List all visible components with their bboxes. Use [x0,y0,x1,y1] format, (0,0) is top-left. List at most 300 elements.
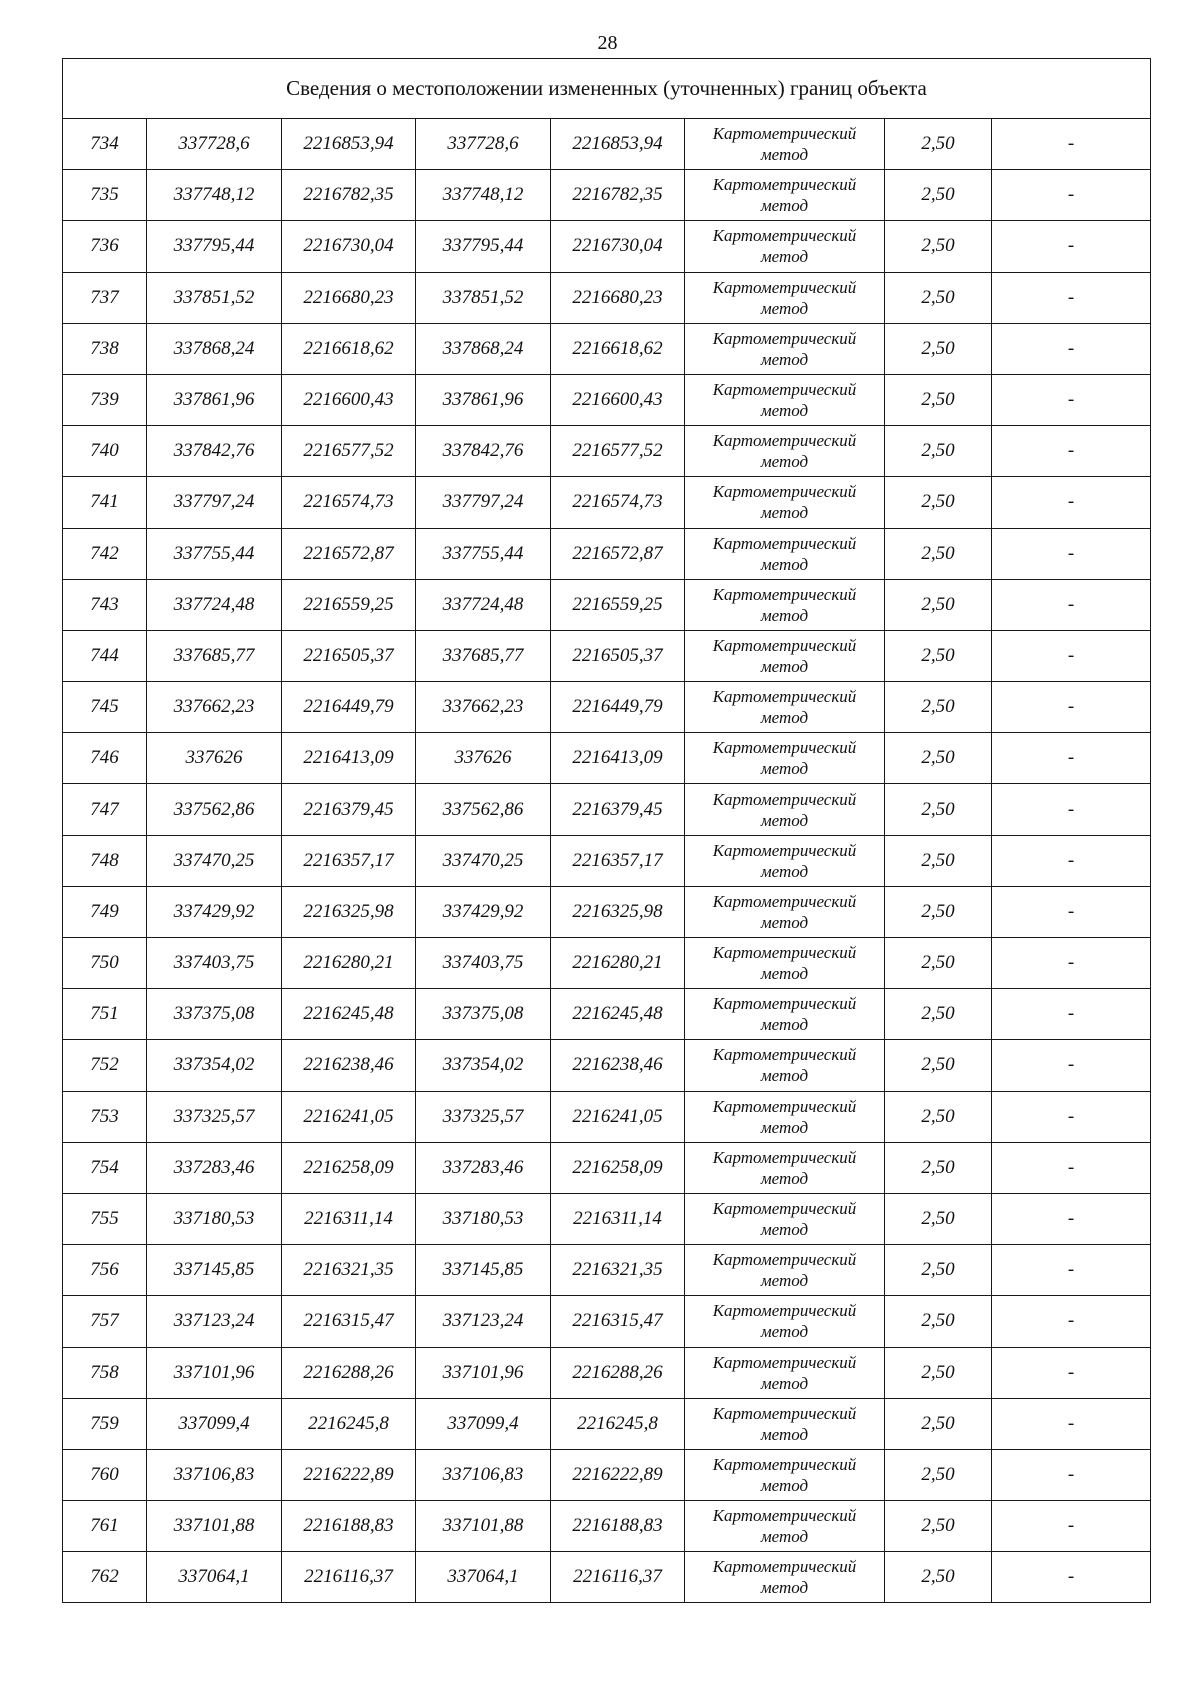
accuracy-cell: 2,50 [885,221,992,272]
method-line1: Картометрический [712,584,857,604]
point-number-cell: 760 [63,1449,147,1500]
accuracy-cell: 2,50 [885,1142,992,1193]
existing-y-cell: 2216241,05 [282,1091,416,1142]
refined-y-cell: 2216325,98 [551,886,685,937]
accuracy-cell: 2,50 [885,477,992,528]
refined-y-cell: 2216258,09 [551,1142,685,1193]
method-cell [685,1552,885,1603]
existing-y-cell: 2216311,14 [282,1193,416,1244]
method-line2: метод [760,861,809,881]
method-line1: Картометрический [712,1403,857,1423]
method-line1: Картометрический [712,840,857,860]
table-row [63,272,1151,323]
method-line1: Картометрический [712,994,857,1014]
refined-x-cell: 337145,85 [416,1245,551,1296]
table-row [63,1040,1151,1091]
accuracy-cell: 2,50 [885,1449,992,1500]
method-cell [685,835,885,886]
method-line1: Картометрический [712,1454,857,1474]
existing-x-cell: 337662,23 [147,682,282,733]
table-row [63,1347,1151,1398]
note-cell: - [992,374,1151,425]
point-number-cell: 758 [63,1347,147,1398]
accuracy-cell: 2,50 [885,733,992,784]
point-number-cell: 741 [63,477,147,528]
existing-y-cell: 2216413,09 [282,733,416,784]
method-line2: метод [760,1424,809,1444]
method-line1: Картометрический [712,277,857,297]
method-cell [685,221,885,272]
existing-y-cell: 2216618,62 [282,323,416,374]
method-line2: метод [760,247,809,267]
refined-x-cell: 337626 [416,733,551,784]
existing-y-cell: 2216245,8 [282,1398,416,1449]
refined-y-cell: 2216241,05 [551,1091,685,1142]
accuracy-cell: 2,50 [885,170,992,221]
method-line1: Картометрический [712,482,857,502]
method-line2: метод [760,1066,809,1086]
existing-x-cell: 337180,53 [147,1193,282,1244]
table-row [63,170,1151,221]
accuracy-cell: 2,50 [885,1040,992,1091]
existing-y-cell: 2216449,79 [282,682,416,733]
point-number-cell: 756 [63,1245,147,1296]
refined-x-cell: 337724,48 [416,579,551,630]
method-line1: Картометрический [712,175,857,195]
accuracy-cell: 2,50 [885,886,992,937]
existing-y-cell: 2216222,89 [282,1449,416,1500]
method-cell [685,426,885,477]
refined-x-cell: 337842,76 [416,426,551,477]
refined-x-cell: 337101,88 [416,1501,551,1552]
refined-y-cell: 2216449,79 [551,682,685,733]
method-line2: метод [760,1322,809,1342]
refined-x-cell: 337106,83 [416,1449,551,1500]
existing-x-cell: 337099,4 [147,1398,282,1449]
refined-x-cell: 337325,57 [416,1091,551,1142]
existing-x-cell: 337685,77 [147,630,282,681]
table-row [63,682,1151,733]
method-cell [685,1193,885,1244]
existing-x-cell: 337868,24 [147,323,282,374]
note-cell: - [992,528,1151,579]
refined-y-cell: 2216245,48 [551,989,685,1040]
refined-y-cell: 2216280,21 [551,938,685,989]
boundary-coordinates-table [62,58,1151,1603]
point-number-cell: 736 [63,221,147,272]
method-line2: метод [760,554,809,574]
note-cell: - [992,784,1151,835]
point-number-cell: 748 [63,835,147,886]
accuracy-cell: 2,50 [885,272,992,323]
accuracy-cell: 2,50 [885,119,992,170]
table-row [63,426,1151,477]
refined-x-cell: 337797,24 [416,477,551,528]
existing-x-cell: 337842,76 [147,426,282,477]
refined-y-cell: 2216379,45 [551,784,685,835]
method-line2: метод [760,298,809,318]
note-cell: - [992,579,1151,630]
existing-x-cell: 337755,44 [147,528,282,579]
table-row [63,528,1151,579]
existing-x-cell: 337283,46 [147,1142,282,1193]
accuracy-cell: 2,50 [885,1193,992,1244]
method-cell [685,784,885,835]
table-row [63,989,1151,1040]
method-line1: Картометрический [712,226,857,246]
method-cell [685,886,885,937]
existing-x-cell: 337325,57 [147,1091,282,1142]
accuracy-cell: 2,50 [885,426,992,477]
method-cell [685,1347,885,1398]
point-number-cell: 744 [63,630,147,681]
existing-y-cell: 2216559,25 [282,579,416,630]
refined-y-cell: 2216730,04 [551,221,685,272]
existing-x-cell: 337123,24 [147,1296,282,1347]
existing-y-cell: 2216321,35 [282,1245,416,1296]
refined-y-cell: 2216188,83 [551,1501,685,1552]
method-line1: Картометрический [712,1147,857,1167]
method-cell [685,323,885,374]
note-cell: - [992,170,1151,221]
refined-x-cell: 337851,52 [416,272,551,323]
refined-x-cell: 337429,92 [416,886,551,937]
method-line2: метод [760,912,809,932]
existing-y-cell: 2216574,73 [282,477,416,528]
method-line2: метод [760,196,809,216]
point-number-cell: 762 [63,1552,147,1603]
refined-y-cell: 2216505,37 [551,630,685,681]
note-cell: - [992,119,1151,170]
refined-y-cell: 2216574,73 [551,477,685,528]
method-line1: Картометрический [712,431,857,451]
point-number-cell: 759 [63,1398,147,1449]
table-row [63,119,1151,170]
accuracy-cell: 2,50 [885,1245,992,1296]
refined-y-cell: 2216116,37 [551,1552,685,1603]
method-cell [685,119,885,170]
refined-y-cell: 2216222,89 [551,1449,685,1500]
note-cell: - [992,1091,1151,1142]
existing-y-cell: 2216505,37 [282,630,416,681]
refined-y-cell: 2216600,43 [551,374,685,425]
table-row [63,886,1151,937]
method-line1: Картометрический [712,380,857,400]
note-cell: - [992,1449,1151,1500]
table-row [63,733,1151,784]
refined-x-cell: 337283,46 [416,1142,551,1193]
accuracy-cell: 2,50 [885,579,992,630]
point-number-cell: 750 [63,938,147,989]
table-row [63,835,1151,886]
refined-x-cell: 337868,24 [416,323,551,374]
table-row [63,477,1151,528]
refined-x-cell: 337123,24 [416,1296,551,1347]
method-line2: метод [760,1475,809,1495]
existing-x-cell: 337375,08 [147,989,282,1040]
existing-x-cell: 337851,52 [147,272,282,323]
existing-y-cell: 2216325,98 [282,886,416,937]
existing-x-cell: 337861,96 [147,374,282,425]
existing-x-cell: 337101,88 [147,1501,282,1552]
note-cell: - [992,1501,1151,1552]
table-title: Сведения о местоположении измененных (уточненных) границ объекта [63,59,1151,119]
existing-x-cell: 337562,86 [147,784,282,835]
note-cell: - [992,733,1151,784]
accuracy-cell: 2,50 [885,1398,992,1449]
existing-y-cell: 2216188,83 [282,1501,416,1552]
method-cell [685,733,885,784]
refined-y-cell: 2216413,09 [551,733,685,784]
existing-x-cell: 337748,12 [147,170,282,221]
method-cell [685,1398,885,1449]
note-cell: - [992,272,1151,323]
method-line2: метод [760,503,809,523]
accuracy-cell: 2,50 [885,682,992,733]
refined-x-cell: 337470,25 [416,835,551,886]
refined-x-cell: 337099,4 [416,1398,551,1449]
existing-y-cell: 2216280,21 [282,938,416,989]
refined-y-cell: 2216853,94 [551,119,685,170]
method-cell [685,528,885,579]
refined-x-cell: 337562,86 [416,784,551,835]
table-row [63,1142,1151,1193]
table-row [63,221,1151,272]
method-line1: Картометрический [712,687,857,707]
method-line2: метод [760,1578,809,1598]
existing-y-cell: 2216357,17 [282,835,416,886]
table-row [63,784,1151,835]
point-number-cell: 745 [63,682,147,733]
method-line1: Картометрический [712,1301,857,1321]
table-row [63,1091,1151,1142]
refined-x-cell: 337748,12 [416,170,551,221]
table-row [63,323,1151,374]
method-cell [685,938,885,989]
point-number-cell: 735 [63,170,147,221]
method-cell [685,1040,885,1091]
refined-x-cell: 337064,1 [416,1552,551,1603]
refined-y-cell: 2216782,35 [551,170,685,221]
existing-y-cell: 2216600,43 [282,374,416,425]
existing-x-cell: 337354,02 [147,1040,282,1091]
table-row [63,579,1151,630]
refined-y-cell: 2216357,17 [551,835,685,886]
existing-x-cell: 337145,85 [147,1245,282,1296]
point-number-cell: 747 [63,784,147,835]
method-line1: Картометрический [712,635,857,655]
point-number-cell: 751 [63,989,147,1040]
method-cell [685,1296,885,1347]
method-line2: метод [760,964,809,984]
page-number: 28 [597,32,618,54]
existing-x-cell: 337403,75 [147,938,282,989]
note-cell: - [992,1040,1151,1091]
method-line2: метод [760,1271,809,1291]
point-number-cell: 742 [63,528,147,579]
existing-x-cell: 337728,6 [147,119,282,170]
method-line1: Картометрический [712,1557,857,1577]
method-cell [685,989,885,1040]
point-number-cell: 739 [63,374,147,425]
method-cell [685,579,885,630]
note-cell: - [992,630,1151,681]
note-cell: - [992,938,1151,989]
table-title-row [63,59,1151,119]
method-line2: метод [760,1117,809,1137]
point-number-cell: 738 [63,323,147,374]
method-line1: Картометрический [712,943,857,963]
existing-x-cell: 337106,83 [147,1449,282,1500]
method-line1: Картометрический [712,1045,857,1065]
note-cell: - [992,426,1151,477]
accuracy-cell: 2,50 [885,784,992,835]
note-cell: - [992,221,1151,272]
refined-y-cell: 2216245,8 [551,1398,685,1449]
refined-x-cell: 337861,96 [416,374,551,425]
method-line2: метод [760,759,809,779]
refined-y-cell: 2216572,87 [551,528,685,579]
existing-x-cell: 337101,96 [147,1347,282,1398]
table-row [63,630,1151,681]
note-cell: - [992,682,1151,733]
accuracy-cell: 2,50 [885,1552,992,1603]
refined-x-cell: 337795,44 [416,221,551,272]
refined-y-cell: 2216315,47 [551,1296,685,1347]
accuracy-cell: 2,50 [885,630,992,681]
method-line1: Картометрический [712,1096,857,1116]
method-line2: метод [760,1168,809,1188]
method-cell [685,272,885,323]
refined-x-cell: 337662,23 [416,682,551,733]
note-cell: - [992,323,1151,374]
refined-y-cell: 2216238,46 [551,1040,685,1091]
refined-x-cell: 337101,96 [416,1347,551,1398]
refined-y-cell: 2216577,52 [551,426,685,477]
table-row [63,1449,1151,1500]
existing-x-cell: 337064,1 [147,1552,282,1603]
note-cell: - [992,835,1151,886]
method-cell [685,1449,885,1500]
table-row [63,1245,1151,1296]
table-row [63,1552,1151,1603]
table-row [63,1193,1151,1244]
note-cell: - [992,477,1151,528]
method-line1: Картометрический [712,891,857,911]
refined-y-cell: 2216680,23 [551,272,685,323]
point-number-cell: 755 [63,1193,147,1244]
table-row [63,1296,1151,1347]
accuracy-cell: 2,50 [885,1347,992,1398]
point-number-cell: 754 [63,1142,147,1193]
refined-x-cell: 337354,02 [416,1040,551,1091]
table-row [63,1501,1151,1552]
refined-x-cell: 337403,75 [416,938,551,989]
method-line2: метод [760,1015,809,1035]
refined-x-cell: 337685,77 [416,630,551,681]
method-line1: Картометрический [712,789,857,809]
method-line1: Картометрический [712,124,857,144]
method-line1: Картометрический [712,1352,857,1372]
refined-x-cell: 337728,6 [416,119,551,170]
note-cell: - [992,1193,1151,1244]
refined-x-cell: 337180,53 [416,1193,551,1244]
note-cell: - [992,1296,1151,1347]
note-cell: - [992,1142,1151,1193]
refined-y-cell: 2216321,35 [551,1245,685,1296]
table-body [63,59,1151,1603]
point-number-cell: 761 [63,1501,147,1552]
method-cell [685,630,885,681]
table-row [63,374,1151,425]
existing-y-cell: 2216572,87 [282,528,416,579]
existing-y-cell: 2216288,26 [282,1347,416,1398]
method-line2: метод [760,452,809,472]
method-cell [685,682,885,733]
point-number-cell: 757 [63,1296,147,1347]
method-line1: Картометрический [712,328,857,348]
existing-x-cell: 337795,44 [147,221,282,272]
existing-y-cell: 2216680,23 [282,272,416,323]
existing-x-cell: 337797,24 [147,477,282,528]
accuracy-cell: 2,50 [885,1501,992,1552]
accuracy-cell: 2,50 [885,1296,992,1347]
method-line1: Картометрический [712,1250,857,1270]
method-line2: метод [760,349,809,369]
refined-y-cell: 2216618,62 [551,323,685,374]
method-cell [685,1501,885,1552]
point-number-cell: 740 [63,426,147,477]
table-row [63,1398,1151,1449]
refined-y-cell: 2216559,25 [551,579,685,630]
existing-y-cell: 2216730,04 [282,221,416,272]
point-number-cell: 734 [63,119,147,170]
accuracy-cell: 2,50 [885,938,992,989]
existing-y-cell: 2216315,47 [282,1296,416,1347]
accuracy-cell: 2,50 [885,374,992,425]
method-line2: метод [760,1220,809,1240]
method-cell [685,1245,885,1296]
existing-y-cell: 2216379,45 [282,784,416,835]
point-number-cell: 743 [63,579,147,630]
existing-y-cell: 2216782,35 [282,170,416,221]
method-line2: метод [760,810,809,830]
method-line1: Картометрический [712,1506,857,1526]
refined-x-cell: 337375,08 [416,989,551,1040]
method-line2: метод [760,605,809,625]
method-line2: метод [760,1527,809,1547]
point-number-cell: 752 [63,1040,147,1091]
existing-x-cell: 337724,48 [147,579,282,630]
point-number-cell: 746 [63,733,147,784]
method-line2: метод [760,656,809,676]
method-line2: метод [760,401,809,421]
note-cell: - [992,1398,1151,1449]
existing-x-cell: 337429,92 [147,886,282,937]
method-line1: Картометрический [712,738,857,758]
accuracy-cell: 2,50 [885,323,992,374]
note-cell: - [992,1347,1151,1398]
note-cell: - [992,1552,1151,1603]
note-cell: - [992,886,1151,937]
accuracy-cell: 2,50 [885,989,992,1040]
accuracy-cell: 2,50 [885,528,992,579]
point-number-cell: 749 [63,886,147,937]
existing-y-cell: 2216853,94 [282,119,416,170]
note-cell: - [992,1245,1151,1296]
method-cell [685,477,885,528]
table-row [63,938,1151,989]
